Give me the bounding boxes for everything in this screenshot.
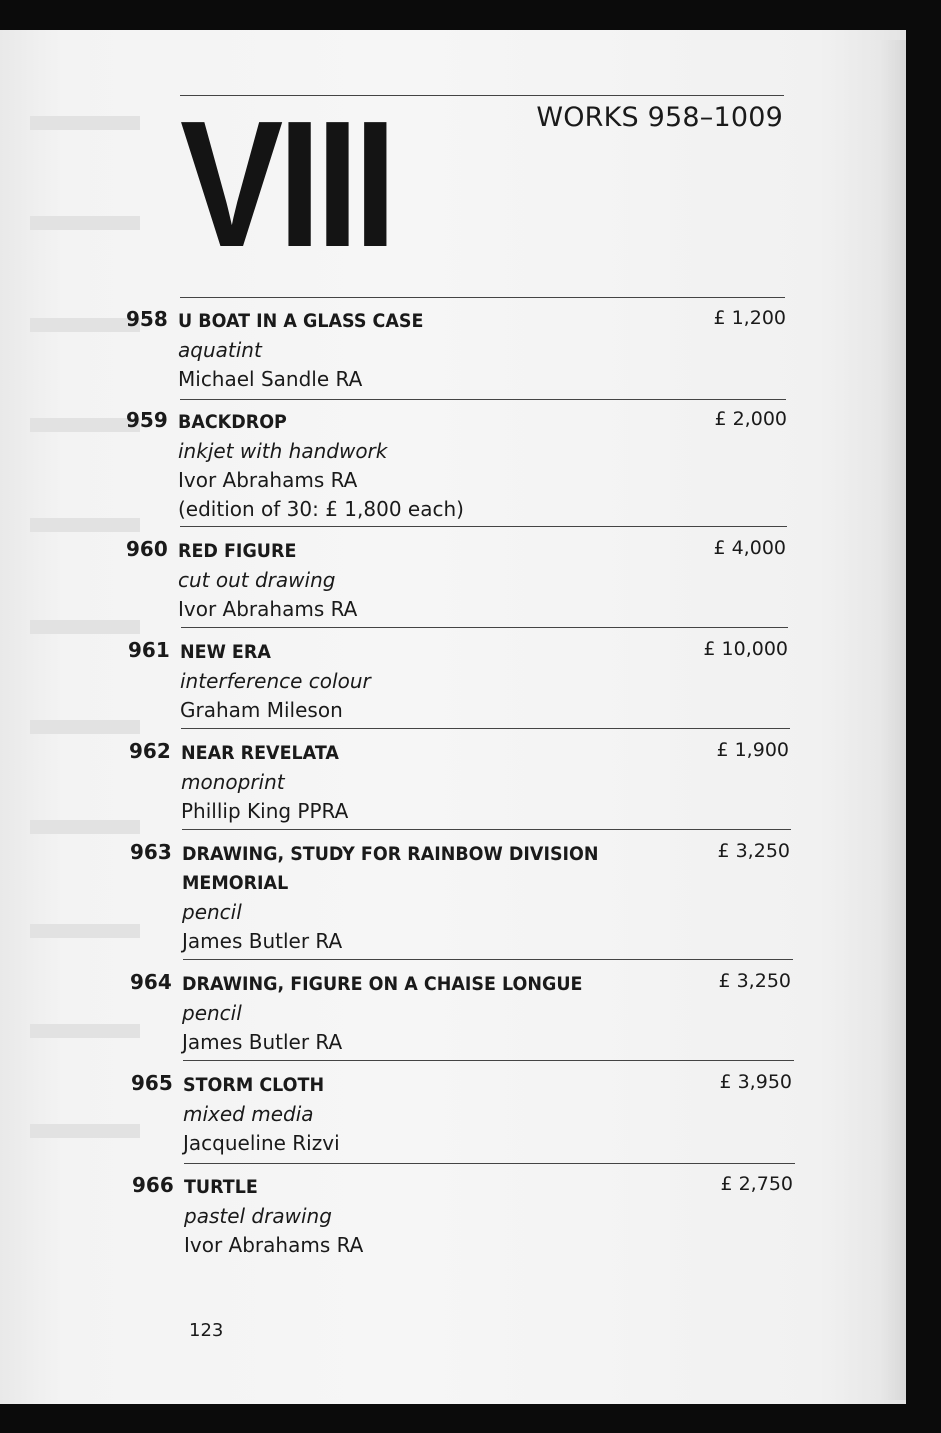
section-numeral: VIII: [180, 117, 392, 253]
entry-artist: Graham Mileson: [180, 698, 343, 722]
entry-rule: [180, 399, 786, 400]
entry-artist: James Butler RA: [182, 929, 343, 953]
entry-rule: [180, 297, 785, 298]
entry-artist: Phillip King PPRA: [181, 799, 349, 823]
entry-medium: pastel drawing: [184, 1204, 332, 1228]
entry-title: RED FIGURE: [178, 540, 297, 562]
entry-number: 965: [131, 1071, 173, 1095]
entry-rule: [184, 1163, 795, 1164]
entry-price: £ 2,750: [720, 1173, 793, 1195]
entry-medium: monoprint: [181, 770, 285, 794]
entry-number: 964: [130, 970, 172, 994]
entry-title: DRAWING, FIGURE ON A CHAISE LONGUE: [182, 973, 583, 995]
entry-number: 959: [126, 408, 168, 432]
entry-price: £ 2,000: [714, 408, 787, 430]
entry-rule: [180, 526, 787, 527]
entry-title: TURTLE: [184, 1176, 258, 1198]
entry-title: NEW ERA: [180, 641, 271, 663]
entry-price: £ 1,200: [713, 307, 786, 329]
entry-artist: Michael Sandle RA: [178, 367, 363, 391]
entry-rule: [183, 1060, 794, 1061]
entry-artist: James Butler RA: [182, 1030, 343, 1054]
entry-artist: Ivor Abrahams RA: [178, 597, 358, 621]
entry-medium: cut out drawing: [178, 568, 336, 592]
entry-price: £ 3,950: [719, 1071, 792, 1093]
entry-rule: [181, 728, 790, 729]
entry-number: 962: [129, 739, 171, 763]
section-title: WORKS 958–1009: [536, 102, 783, 133]
entry-title-line2: MEMORIAL: [182, 872, 289, 894]
entry-rule: [183, 959, 793, 960]
entry-artist: Jacqueline Rizvi: [183, 1131, 340, 1155]
entry-title: BACKDROP: [178, 411, 287, 433]
entry-medium: interference colour: [180, 669, 371, 693]
entry-title: NEAR REVELATA: [181, 742, 339, 764]
entry-title: DRAWING, STUDY FOR RAINBOW DIVISION: [182, 843, 599, 865]
entry-price: £ 3,250: [717, 840, 790, 862]
entry-price: £ 3,250: [718, 970, 791, 992]
entry-medium: pencil: [182, 900, 242, 924]
entry-rule: [182, 829, 791, 830]
entry-price: £ 1,900: [716, 739, 789, 761]
entry-number: 958: [126, 307, 168, 331]
entry-edition-note: (edition of 30: £ 1,800 each): [178, 497, 464, 521]
entry-number: 963: [130, 840, 172, 864]
header-rule: [180, 95, 784, 96]
page-edge-shadow: [880, 40, 906, 1400]
entry-price: £ 4,000: [713, 537, 786, 559]
entry-medium: mixed media: [183, 1102, 314, 1126]
entry-price: £ 10,000: [703, 638, 788, 660]
entry-title: STORM CLOTH: [183, 1074, 325, 1096]
entry-number: 966: [132, 1173, 174, 1197]
entry-artist: Ivor Abrahams RA: [184, 1233, 364, 1257]
entry-medium: aquatint: [178, 338, 262, 362]
entry-medium: inkjet with handwork: [178, 439, 388, 463]
entry-rule: [181, 627, 788, 628]
entry-number: 960: [126, 537, 168, 561]
entry-medium: pencil: [182, 1001, 242, 1025]
entry-title: U BOAT IN A GLASS CASE: [178, 310, 424, 332]
entry-artist: Ivor Abrahams RA: [178, 468, 358, 492]
page-number: 123: [189, 1320, 224, 1341]
entry-number: 961: [128, 638, 170, 662]
